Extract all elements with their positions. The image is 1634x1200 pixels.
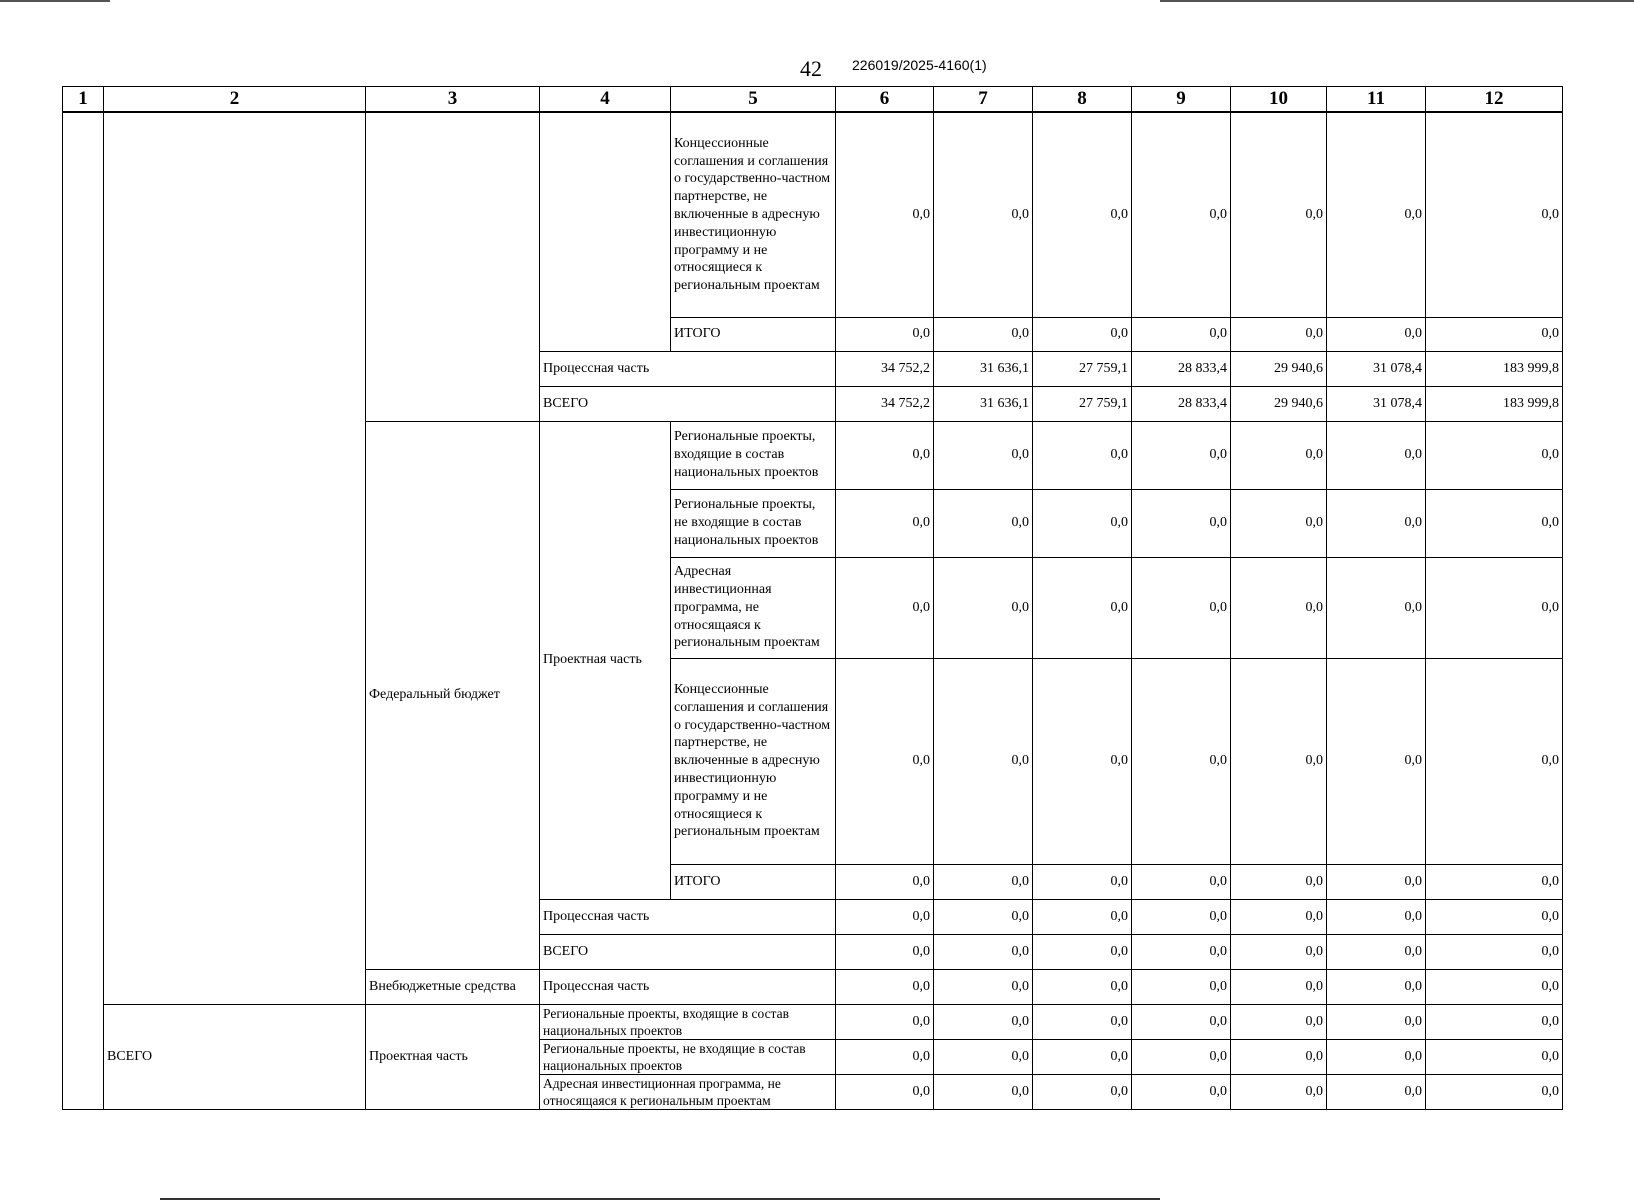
part-cell xyxy=(540,112,671,351)
value-cell: 34 752,2 xyxy=(836,386,934,421)
value-cell: 34 752,2 xyxy=(836,351,934,386)
value-cell: 0,0 xyxy=(1033,1075,1132,1110)
value-cell: 0,0 xyxy=(836,489,934,557)
column-header: 10 xyxy=(1231,87,1327,113)
document-code: 226019/2025-4160(1) xyxy=(852,57,987,73)
value-cell: 0,0 xyxy=(1033,489,1132,557)
value-cell: 0,0 xyxy=(1231,317,1327,351)
value-cell: 0,0 xyxy=(836,1004,934,1039)
row-label: Адресная инвестиционная программа, не относящаяся к региональным проектам xyxy=(540,1075,836,1110)
value-cell: 0,0 xyxy=(1426,1075,1563,1110)
value-cell: 0,0 xyxy=(1327,899,1426,934)
value-cell: 0,0 xyxy=(1327,1004,1426,1039)
value-cell: 0,0 xyxy=(836,969,934,1004)
value-cell: 0,0 xyxy=(1231,421,1327,489)
value-cell: 28 833,4 xyxy=(1132,351,1231,386)
value-cell: 0,0 xyxy=(836,658,934,864)
value-cell: 0,0 xyxy=(1132,1075,1231,1110)
column-header: 4 xyxy=(540,87,671,113)
value-cell: 29 940,6 xyxy=(1231,386,1327,421)
value-cell: 0,0 xyxy=(1132,489,1231,557)
part-label: Проектная часть xyxy=(540,421,671,899)
value-cell: 27 759,1 xyxy=(1033,386,1132,421)
value-cell: 0,0 xyxy=(1327,969,1426,1004)
value-cell: 27 759,1 xyxy=(1033,351,1132,386)
value-cell: 0,0 xyxy=(1132,557,1231,658)
value-cell: 29 940,6 xyxy=(1231,351,1327,386)
value-cell: 0,0 xyxy=(934,112,1033,317)
column-header: 2 xyxy=(104,87,366,113)
value-cell: 0,0 xyxy=(836,1075,934,1110)
value-cell: 0,0 xyxy=(1132,112,1231,317)
source-label: Федеральный бюджет xyxy=(366,421,540,969)
row-number-cell xyxy=(63,112,104,1110)
value-cell: 0,0 xyxy=(1426,557,1563,658)
value-cell: 0,0 xyxy=(934,1039,1033,1074)
value-cell: 0,0 xyxy=(1327,1075,1426,1110)
value-cell: 0,0 xyxy=(836,1039,934,1074)
value-cell: 0,0 xyxy=(836,112,934,317)
value-cell: 0,0 xyxy=(1033,557,1132,658)
value-cell: 28 833,4 xyxy=(1132,386,1231,421)
value-cell: 0,0 xyxy=(1033,864,1132,899)
value-cell: 0,0 xyxy=(934,1004,1033,1039)
value-cell: 0,0 xyxy=(934,557,1033,658)
value-cell: 0,0 xyxy=(1426,421,1563,489)
value-cell: 0,0 xyxy=(934,864,1033,899)
value-cell: 0,0 xyxy=(836,421,934,489)
row-label: Процессная часть xyxy=(540,899,836,934)
table-row xyxy=(63,1004,1563,1039)
column-header: 6 xyxy=(836,87,934,113)
value-cell: 0,0 xyxy=(1231,1039,1327,1074)
value-cell: 0,0 xyxy=(1132,899,1231,934)
value-cell: 0,0 xyxy=(1132,317,1231,351)
value-cell: 0,0 xyxy=(836,864,934,899)
source-label: Проектная часть xyxy=(366,1004,540,1110)
value-cell: 0,0 xyxy=(1426,1004,1563,1039)
value-cell: 0,0 xyxy=(836,557,934,658)
value-cell: 0,0 xyxy=(1327,489,1426,557)
value-cell: 0,0 xyxy=(1033,317,1132,351)
source-cell xyxy=(366,112,540,421)
column-header: 9 xyxy=(1132,87,1231,113)
value-cell: 0,0 xyxy=(836,899,934,934)
value-cell: 0,0 xyxy=(934,969,1033,1004)
row-label: Концессионные соглашения и соглашения о государственно-частном партнерстве, не включенные в адресную инвестиционную программу и не относящиеся к региональным проектам xyxy=(671,658,836,864)
value-cell: 0,0 xyxy=(1327,864,1426,899)
value-cell: 0,0 xyxy=(1132,934,1231,969)
row-label: ИТОГО xyxy=(671,864,836,899)
row-label: Региональные проекты, не входящие в состав национальных проектов xyxy=(540,1039,836,1074)
value-cell: 0,0 xyxy=(1132,969,1231,1004)
value-cell: 0,0 xyxy=(1231,112,1327,317)
column-header: 7 xyxy=(934,87,1033,113)
table-row xyxy=(63,112,1563,317)
row-label: Концессионные соглашения и соглашения о государственно-частном партнерстве, не включенные в адресную инвестиционную программу и не относящиеся к региональным проектам xyxy=(671,112,836,317)
value-cell: 0,0 xyxy=(1132,1039,1231,1074)
value-cell: 0,0 xyxy=(1426,864,1563,899)
value-cell: 183 999,8 xyxy=(1426,351,1563,386)
scan-edge-line xyxy=(1160,0,1634,2)
value-cell: 31 078,4 xyxy=(1327,386,1426,421)
value-cell: 0,0 xyxy=(1426,112,1563,317)
value-cell: 0,0 xyxy=(1426,658,1563,864)
value-cell: 0,0 xyxy=(1132,864,1231,899)
value-cell: 0,0 xyxy=(1033,969,1132,1004)
value-cell: 0,0 xyxy=(1231,557,1327,658)
value-cell: 0,0 xyxy=(1033,899,1132,934)
value-cell: 0,0 xyxy=(934,934,1033,969)
column-header: 3 xyxy=(366,87,540,113)
value-cell: 0,0 xyxy=(934,421,1033,489)
value-cell: 0,0 xyxy=(1327,421,1426,489)
row-label: Региональные проекты, входящие в состав национальных проектов xyxy=(540,1004,836,1039)
value-cell: 0,0 xyxy=(934,658,1033,864)
column-header: 12 xyxy=(1426,87,1563,113)
value-cell: 0,0 xyxy=(1426,969,1563,1004)
value-cell: 0,0 xyxy=(836,317,934,351)
value-cell: 0,0 xyxy=(1426,489,1563,557)
value-cell: 0,0 xyxy=(1231,1004,1327,1039)
value-cell: 0,0 xyxy=(1426,1039,1563,1074)
value-cell: 0,0 xyxy=(1327,1039,1426,1074)
value-cell: 0,0 xyxy=(1327,112,1426,317)
column-header: 5 xyxy=(671,87,836,113)
row-label: ВСЕГО xyxy=(540,934,836,969)
value-cell: 0,0 xyxy=(1231,934,1327,969)
value-cell: 0,0 xyxy=(1132,1004,1231,1039)
source-label: Внебюджетные средства xyxy=(366,969,540,1004)
value-cell: 0,0 xyxy=(934,899,1033,934)
value-cell: 31 636,1 xyxy=(934,351,1033,386)
value-cell: 0,0 xyxy=(1033,658,1132,864)
value-cell: 0,0 xyxy=(1033,112,1132,317)
row-label: ИТОГО xyxy=(671,317,836,351)
value-cell: 0,0 xyxy=(1033,1004,1132,1039)
value-cell: 0,0 xyxy=(1132,658,1231,864)
row-label: Процессная часть xyxy=(540,351,836,386)
value-cell: 0,0 xyxy=(1426,934,1563,969)
value-cell: 0,0 xyxy=(836,934,934,969)
row-label: Процессная часть xyxy=(540,969,836,1004)
value-cell: 0,0 xyxy=(1426,899,1563,934)
value-cell: 0,0 xyxy=(1033,1039,1132,1074)
value-cell: 0,0 xyxy=(1231,1075,1327,1110)
value-cell: 0,0 xyxy=(1231,489,1327,557)
value-cell: 0,0 xyxy=(934,1075,1033,1110)
program-cell xyxy=(104,112,366,1004)
column-header: 1 xyxy=(63,87,104,113)
page-number: 42 xyxy=(800,56,822,81)
budget-table xyxy=(62,86,1563,1110)
row-label: ВСЕГО xyxy=(540,386,836,421)
value-cell: 31 636,1 xyxy=(934,386,1033,421)
value-cell: 0,0 xyxy=(1231,969,1327,1004)
value-cell: 0,0 xyxy=(1327,934,1426,969)
value-cell: 0,0 xyxy=(1033,934,1132,969)
value-cell: 183 999,8 xyxy=(1426,386,1563,421)
value-cell: 0,0 xyxy=(1231,864,1327,899)
value-cell: 0,0 xyxy=(934,489,1033,557)
column-header: 11 xyxy=(1327,87,1426,113)
value-cell: 0,0 xyxy=(1426,317,1563,351)
group-label: ВСЕГО xyxy=(104,1004,366,1110)
row-label: Региональные проекты, не входящие в состав национальных проектов xyxy=(671,489,836,557)
row-label: Адресная инвестиционная программа, не относящаяся к региональным проектам xyxy=(671,557,836,658)
value-cell: 0,0 xyxy=(1132,421,1231,489)
value-cell: 0,0 xyxy=(1327,557,1426,658)
value-cell: 0,0 xyxy=(1231,658,1327,864)
value-cell: 31 078,4 xyxy=(1327,351,1426,386)
value-cell: 0,0 xyxy=(1327,317,1426,351)
value-cell: 0,0 xyxy=(1033,421,1132,489)
value-cell: 0,0 xyxy=(1231,899,1327,934)
row-label: Региональные проекты, входящие в состав национальных проектов xyxy=(671,421,836,489)
column-header: 8 xyxy=(1033,87,1132,113)
scan-edge-line xyxy=(0,0,110,2)
value-cell: 0,0 xyxy=(934,317,1033,351)
column-number-row xyxy=(63,87,1563,113)
value-cell: 0,0 xyxy=(1327,658,1426,864)
